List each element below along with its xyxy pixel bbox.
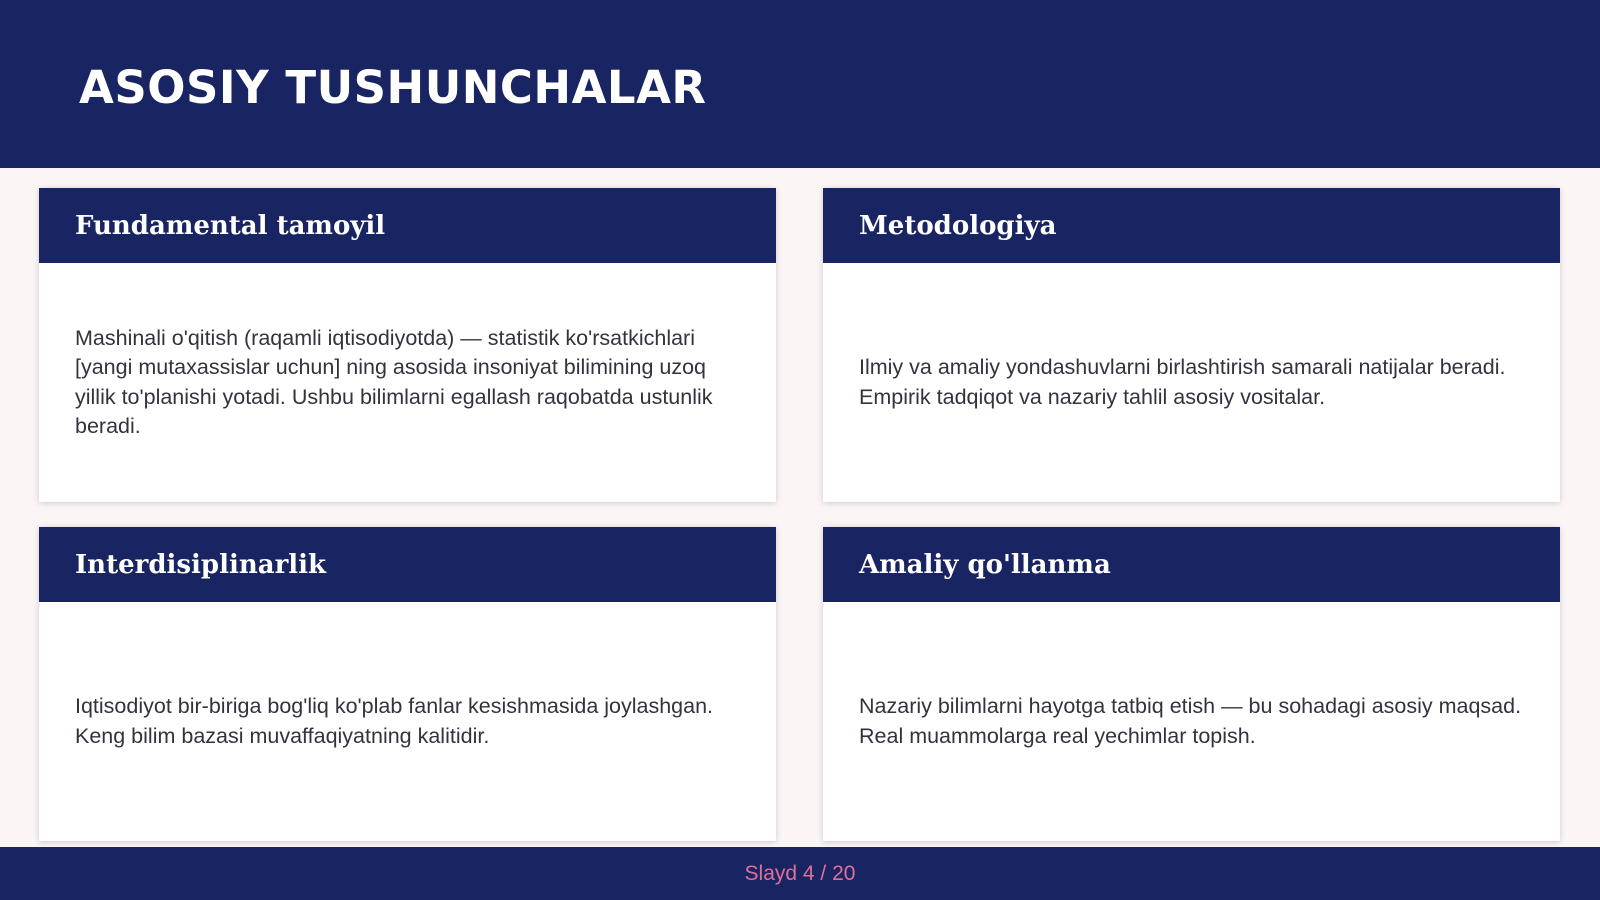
card-text: Iqtisodiyot bir-biriga bog'liq ko'plab fanlar kesishmasida joylashgan. Keng bilim bazasi muvaffaqiyatning kalitidir. (75, 694, 714, 748)
slide-footer (0, 847, 1600, 900)
card-body (39, 263, 776, 502)
card-title: Interdisiplinarlik (75, 549, 327, 580)
card-body (823, 263, 1560, 502)
slide-counter: Slayd 4 / 20 (744, 861, 856, 885)
card-title: Amaliy qo'llanma (859, 549, 1111, 580)
card-header (39, 527, 776, 602)
card-title: Metodologiya (859, 210, 1057, 241)
card-header (823, 527, 1560, 602)
card-body (823, 602, 1560, 841)
slide-header (0, 0, 1600, 168)
card-text: Mashinali o'qitish (raqamli iqtisodiyotda) — statistik ko'rsatkichlari [yangi mutaxassislar uchun] ning asosida insoniyat bilimining uzoq yillik to'planishi yotadi. Ushbu bilimlarni egallash raqobatda ustunlik beradi. (75, 325, 713, 438)
slide-title: ASOSIY TUSHUNCHALAR (79, 61, 707, 114)
card-metodologiya (823, 188, 1560, 502)
card-text: Nazariy bilimlarni hayotga tatbiq etish — bu sohadagi asosiy maqsad. Real muammolarga real yechimlar topish. (859, 694, 1522, 748)
card-title: Fundamental tamoyil (75, 210, 386, 241)
card-fundamental-tamoyil (39, 188, 776, 502)
card-text: Ilmiy va amaliy yondashuvlarni birlashtirish samarali natijalar beradi. Empirik tadqiqot va nazariy tahlil asosiy vositalar. (859, 355, 1506, 409)
card-interdisiplinarlik (39, 527, 776, 841)
card-amaliy-qollanma (823, 527, 1560, 841)
card-body (39, 602, 776, 841)
card-header (39, 188, 776, 263)
card-header (823, 188, 1560, 263)
